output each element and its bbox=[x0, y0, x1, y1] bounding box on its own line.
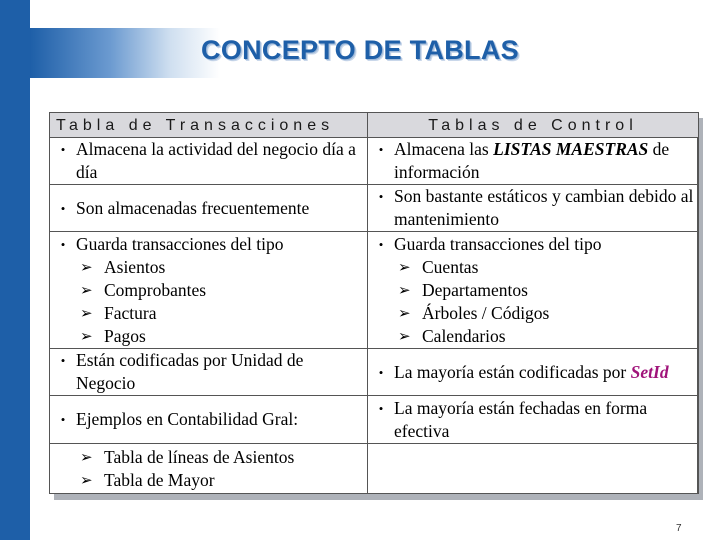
bullet-icon: • bbox=[60, 236, 66, 252]
arrow-icon: ➢ bbox=[398, 326, 411, 345]
cell-left bbox=[50, 232, 368, 349]
bullet-text: Ejemplos en Contabilidad Gral: bbox=[76, 409, 299, 429]
arrow-icon: ➢ bbox=[398, 257, 411, 276]
list-item: ➢ Departamentos bbox=[398, 279, 528, 300]
arrow-icon: ➢ bbox=[398, 280, 411, 299]
bullet-text: Son almacenadas frecuentemente bbox=[76, 197, 310, 218]
table-row bbox=[50, 185, 699, 232]
cell-right bbox=[368, 396, 699, 444]
list-item: ➢ Tabla de Mayor bbox=[80, 469, 215, 490]
bullet-text: Almacena la actividad del negocio día a día bbox=[76, 139, 356, 182]
page-number: 7 bbox=[676, 523, 682, 534]
bullet-text: Son bastante estáticos y cambian debido al mantenimiento bbox=[394, 186, 694, 229]
cell-right bbox=[368, 349, 699, 396]
list-item: ➢ Factura bbox=[80, 302, 157, 323]
list-item: ➢ Tabla de líneas de Asientos bbox=[80, 446, 295, 467]
bullet-icon: • bbox=[60, 200, 66, 216]
bullet-icon: • bbox=[378, 189, 384, 204]
cell-left bbox=[50, 185, 368, 232]
comparison-table bbox=[49, 112, 699, 494]
setid-text: SetId bbox=[630, 361, 669, 382]
bullet-icon: • bbox=[378, 142, 384, 157]
emphasis-text: LISTAS MAESTRAS bbox=[493, 139, 649, 159]
bullet-icon: • bbox=[60, 412, 66, 427]
cell-left bbox=[50, 349, 368, 396]
list-item: ➢ Pagos bbox=[80, 325, 146, 346]
list-item: ➢ Árboles / Códigos bbox=[398, 302, 550, 323]
arrow-icon: ➢ bbox=[80, 303, 93, 322]
header-control: Tablas de Control bbox=[368, 113, 699, 138]
bullet-icon: • bbox=[378, 364, 384, 380]
bullet-text: Guarda transacciones del tipo bbox=[76, 233, 284, 254]
cell-right-empty bbox=[368, 444, 699, 494]
cell-left bbox=[50, 138, 368, 185]
bullet-text: Guarda transacciones del tipo bbox=[394, 233, 602, 254]
header-row bbox=[50, 113, 699, 138]
arrow-icon: ➢ bbox=[80, 447, 93, 466]
bullet-text: La mayoría están codificadas por SetId bbox=[394, 361, 669, 382]
cell-left bbox=[50, 396, 368, 444]
list-item: ➢ Asientos bbox=[80, 256, 166, 277]
cell-right bbox=[368, 138, 699, 185]
table-row bbox=[50, 349, 699, 396]
table-row bbox=[50, 444, 699, 494]
table-row bbox=[50, 138, 699, 185]
arrow-icon: ➢ bbox=[398, 303, 411, 322]
cell-left bbox=[50, 444, 368, 494]
cell-right bbox=[368, 232, 699, 349]
table-row bbox=[50, 232, 699, 349]
arrow-icon: ➢ bbox=[80, 280, 93, 299]
bullet-icon: • bbox=[378, 236, 384, 252]
header-transacciones: Tabla de Transacciones bbox=[50, 113, 368, 138]
bullet-text: Almacena las LISTAS MAESTRAS de información bbox=[394, 139, 670, 182]
bullet-icon: • bbox=[60, 142, 66, 157]
bullet-icon: • bbox=[378, 400, 384, 416]
arrow-icon: ➢ bbox=[80, 257, 93, 276]
bullet-icon: • bbox=[60, 353, 66, 368]
cell-right bbox=[368, 185, 699, 232]
list-item: ➢ Cuentas bbox=[398, 256, 479, 277]
list-item: ➢ Calendarios bbox=[398, 325, 506, 346]
list-item: ➢ Comprobantes bbox=[80, 279, 207, 300]
table-row bbox=[50, 396, 699, 444]
left-accent-bar bbox=[0, 0, 30, 540]
bullet-text: La mayoría están fechadas en forma efectiva bbox=[394, 397, 648, 441]
bullet-text: Están codificadas por Unidad de Negocio bbox=[76, 350, 304, 393]
arrow-icon: ➢ bbox=[80, 326, 93, 345]
page-title: CONCEPTO DE TABLAS bbox=[201, 35, 519, 65]
arrow-icon: ➢ bbox=[80, 470, 93, 489]
